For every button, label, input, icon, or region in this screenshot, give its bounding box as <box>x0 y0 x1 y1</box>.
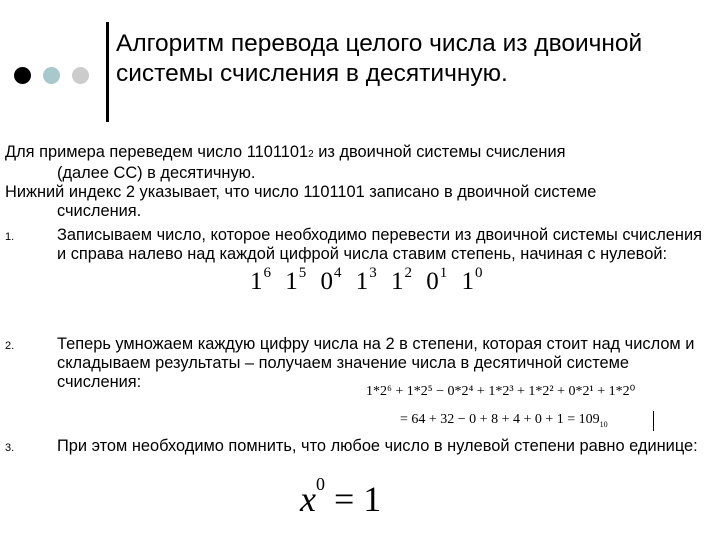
power-term <box>355 265 378 295</box>
intro-line-1a: Для примера переведем число 1101101 <box>5 143 309 161</box>
power-exponent: 0 <box>475 265 484 281</box>
power-digit: 1 <box>285 268 299 295</box>
power-digit: 1 <box>250 268 264 295</box>
intro-block <box>5 143 720 221</box>
decorative-dot-gray <box>72 67 89 84</box>
step-number-1: 1. <box>5 231 15 243</box>
expansion-base-subscript: 10 <box>599 419 608 429</box>
power-digit: 1 <box>355 268 370 295</box>
power-term <box>391 265 413 295</box>
text-cursor-bar <box>653 411 654 431</box>
step-number-2: 2. <box>5 340 15 352</box>
formula-rhs: = 1 <box>333 479 382 519</box>
power-term <box>285 265 308 295</box>
power-term <box>320 265 343 295</box>
power-digit: 0 <box>320 268 334 295</box>
expansion-sum: = 64 + 32 − 0 + 8 + 4 + 0 + 1 = 109 <box>400 412 600 427</box>
power-term <box>426 265 449 295</box>
formula-exponent: 0 <box>315 474 325 494</box>
power-exponent: 1 <box>439 265 449 281</box>
digit-powers-row <box>250 265 490 296</box>
slide-title: Алгоритм перевода целого числа из двоичной системы счисления в десятичную. <box>116 30 643 87</box>
power-term <box>461 265 484 295</box>
decorative-dot-dark <box>14 67 31 84</box>
step-text-3: При этом необходимо помнить, что любое число в нулевой степени равно единице: <box>57 437 698 455</box>
intro-line-4: счисления. <box>57 202 142 220</box>
base-subscript: 2 <box>308 149 314 160</box>
intro-line-1 <box>5 143 705 164</box>
expansion-line-2 <box>400 412 608 429</box>
zero-power-formula <box>300 474 382 520</box>
step-text-2: Теперь умножаем каждую цифру числа на 2 в степени, которая стоит над числом и складываем результаты – получаем значение числа в десятичной системе счисления: <box>57 335 695 391</box>
power-exponent: 5 <box>298 265 308 281</box>
title-divider <box>106 22 109 122</box>
expansion-line-1: 1*2⁶ + 1*2⁵ − 0*2⁴ + 1*2³ + 1*2² + 0*2¹ + 1*2⁰ <box>366 384 636 399</box>
intro-line-1b: из двоичной системы счисления <box>313 143 566 161</box>
decorative-dot-teal <box>43 67 60 84</box>
power-exponent: 6 <box>263 265 272 281</box>
power-digit: 0 <box>426 268 440 295</box>
step-text-1: Записываем число, которое необходимо перевести из двоичной системы счисления и справа налево над каждой цифрой числа ставим степень, начиная с нулевой: <box>57 226 702 263</box>
formula-base: x <box>300 479 316 519</box>
intro-line-3: Нижний индекс 2 указывает, что число 1101101 записано в двоичной системе <box>5 183 597 201</box>
power-digit: 1 <box>461 268 475 295</box>
intro-line-2: (далее СС) в десятичную. <box>57 164 256 182</box>
step-number-3: 3. <box>5 442 15 454</box>
power-exponent: 3 <box>369 265 378 281</box>
power-exponent: 2 <box>404 265 413 281</box>
power-digit: 1 <box>391 268 405 295</box>
power-exponent: 4 <box>334 265 343 281</box>
power-term <box>250 265 272 295</box>
